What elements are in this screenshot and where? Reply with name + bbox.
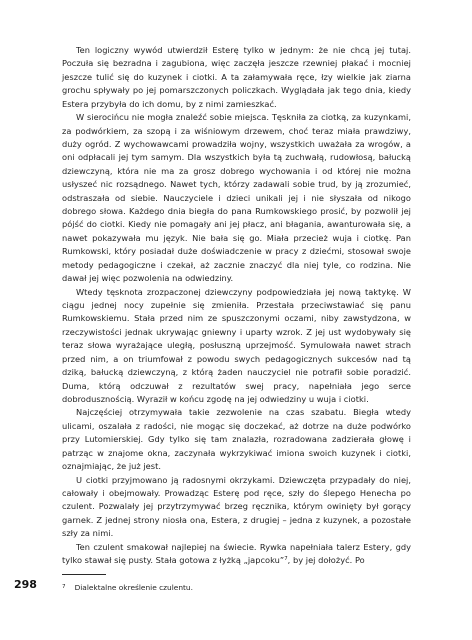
paragraph: Wtedy tęsknota zrozpaczonej dziewczyny podpowiedziała jej nową taktykę. W ciągu jednej nocy zupełnie się zmieniła. Przestała przeciwstawiać się panu Rumkowskiemu. Stała przed nim ze spuszczonymi oczami, niby zawstydzona, w rzeczywistości jednak ukrywając gniewny i uparty wzrok. Z jej ust wydobywały się teraz słowa wyrażające uległą, posłuszną uprzejmość. Symulowała nawet strach przed nim, a on triumfował z powodu swych pedagogicznych sukcesów nad tą dziką, bałucką dziewczyną, z którą żaden nauczyciel nie potrafił sobie poradzić. Duma, którą odczuwał z rezultatów swej pracy, napełniała jego serce dobrodusznością. Wyraził w końcu zgodę na jej odwiedziny u wuja i ciotki. xyxy=(62,286,411,404)
footnote xyxy=(62,582,193,593)
paragraph: Najczęściej otrzymywała takie zezwolenie na czas szabatu. Biegła wtedy ulicami, oszalała z radości, nie mogąc się doczekać, aż dotrze na duże podwórko przy Lutomierskiej. Gdy tylko się tam znalazła, rozradowana zadzierała głowę i patrząc w znajome okna, zaczynała wykrzykiwać imiona swoich kuzynek i ciotki, oznajmiając, że już jest. xyxy=(62,407,411,472)
paragraph-text-after-footnote: , by jej dołożyć. Po xyxy=(287,555,365,566)
footnote-divider xyxy=(62,574,106,575)
footnote-text: Dialektalne określenie czulentu. xyxy=(74,583,193,592)
footnote-mark: 7 xyxy=(62,584,66,590)
page-number: 298 xyxy=(14,578,37,591)
paragraph-last xyxy=(62,541,411,568)
paragraph: W sierocińcu nie mogła znaleźć sobie miejsca. Tęskniła za ciotką, za kuzynkami, za podwórkiem, za szopą i za wiśniowym drzewem, choć teraz miała prawdziwy, duży ogród. Z wychowawcami prowadziła wojny, wszystkich uważała za wrogów, a oni odpłacali jej tym samym. Dla wszystkich była tą zuchwałą, rudowłosą, bałucką dziewczyną, która nie ma za grosz dobrego wychowania i od której nie można usłyszeć nic rozsądnego. Nawet tych, którzy zadawali sobie trud, by ją zrozumieć, odstraszała od siebie. Nauczyciele i dzieci unikali jej i nie słyszała od nikogo dobrego słowa. Każdego dnia biegła do pana Rumkowskiego prosić, by pozwolił jej pójść do ciotki. Kiedy nie pomagały ani jej płacz, ani błagania, awanturowała się, a nawet pokazywała mu język. Nie bała się go. Miała przecież wuja i ciotkę. Pan Rumkowski, który posiadał duże doświadczenie w pracy z dziećmi, stosował swoje metody pedagogiczne i czekał, aż zacznie znaczyć dla niej tyle, co rodzina. Nie dawał jej więc pozwolenia na odwiedziny. xyxy=(62,112,411,284)
paragraph-text-before-footnote: Ten czulent smakował najlepiej na świecie. Rywka napełniała talerz Estery, gdy tylko stawał się pusty. Stała gotowa z łyżką „japcoku” xyxy=(62,541,411,566)
body-text xyxy=(62,44,411,567)
footnote-reference: 7 xyxy=(284,556,288,563)
paragraph: U ciotki przyjmowano ją radosnymi okrzykami. Dziewczęta przypadały do niej, całowały i obejmowały. Prowadząc Esterę pod ręce, szły do ślepego Henecha po czulent. Pozwalały jej przytrzymywać brzeg ręcznika, którym owinięty był gorący garnek. Z jednej strony niosła ona, Estera, z drugiej – jedna z kuzynek, a pozostałe szły za nimi. xyxy=(62,474,411,539)
paragraph: Ten logiczny wywód utwierdził Esterę tylko w jednym: że nie chcą jej tutaj. Poczuła się bezradna i zagubiona, więc zaczęła jeszcze rzewniej płakać i mocniej jeszcze tulić się do kuzynek i ciotki. A ta załamywała ręce, łzy wielkie jak ziarna grochu spływały po jej pomarszczonych policzkach. Wyglądała jak tego dnia, kiedy Estera przybyła do ich domu, by z nimi zamieszkać. xyxy=(62,45,411,109)
